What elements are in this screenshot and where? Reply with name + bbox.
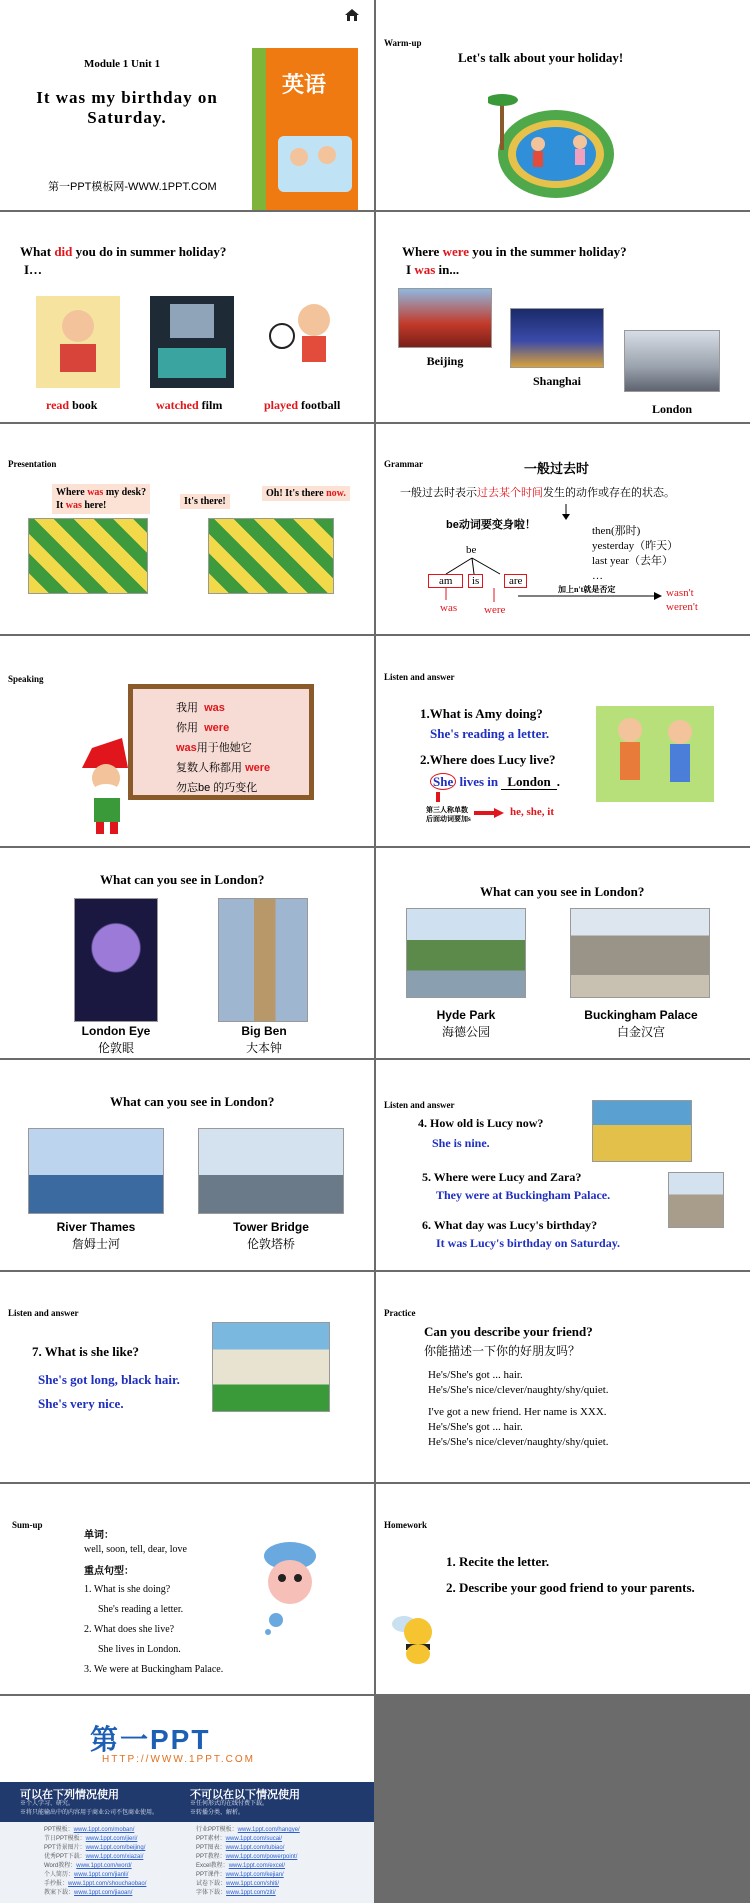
link-label: PPT素材： [196,1836,226,1842]
ppt-url: HTTP://WWW.1PPT.COM [102,1754,255,1765]
be-root: be [466,544,477,556]
link-label: PPT课件： [196,1872,226,1878]
site-link[interactable]: www.1ppt.com/jianli/ [74,1872,129,1878]
link-row [44,1844,146,1853]
link-row [196,1880,300,1889]
link-label: PPT背景图片： [44,1845,86,1851]
slide-speaking [0,636,374,846]
slide-tag: Listen and answer [384,1100,455,1110]
links-right [196,1826,300,1898]
site-link[interactable]: www.1ppt.com/tubiao/ [225,1845,285,1851]
site-link[interactable]: www.1ppt.com/word/ [76,1863,132,1869]
words-heading: 单词： [84,1530,114,1541]
site-link[interactable]: www.1ppt.com/moban/ [73,1827,135,1833]
cannot-use-notes: ※任何形式的在线付费下载。 ※转播分类、解析。 [190,1801,269,1816]
caption-watched-film: watched film [156,398,223,412]
link-row [44,1871,146,1880]
site-link[interactable]: www.1ppt.com/jieri/ [85,1836,138,1842]
caption-read-book: read book [46,398,98,412]
buckingham-palace-photo [570,908,710,998]
caption-river-thames-zh: 詹姆士河 [71,1237,120,1251]
practice-lines: He's/She's got ... hair. He's/She's nice/clever/naughty/shy/quiet. I've got a new friend. Her name is XXX. He's/She's got ... hair. He's/She's nice/clever/naughty/shy/quiet. [428,1369,609,1448]
link-row [196,1853,300,1862]
question-5: 5. Where were Lucy and Zara? [422,1170,582,1184]
slide-tag: Practice [384,1308,416,1318]
london-photo [624,330,720,392]
link-label: Word教程： [44,1863,77,1869]
caption-london-eye: London Eye [81,1024,151,1038]
girl-palace-picture [212,1322,330,1412]
link-label: PPT图表： [196,1845,226,1851]
slide-practice [376,1272,750,1482]
negative-forms: wasn't weren't [666,587,698,613]
answer-6: It was Lucy's birthday on Saturday. [436,1236,621,1250]
link-label: 教案下载： [44,1890,75,1896]
homework-1: 1. Recite the letter. [446,1554,550,1569]
bubble-there-now: Oh! It's there now. [262,486,350,501]
slide-presentation [0,424,374,634]
caption-shanghai: Shanghai [532,374,582,388]
site-link[interactable]: www.1ppt.com/jiaoan/ [74,1890,133,1896]
site-link[interactable]: www.1ppt.com/powerpoint/ [225,1854,298,1860]
slide-tag: Listen and answer [384,672,455,682]
slide-london-1 [0,848,374,1058]
time-words: then(那时) yesterday（昨天） last year（去年） … [592,525,679,582]
cinema-picture [150,296,234,388]
link-row [196,1835,300,1844]
classroom-desk-picture [208,518,334,594]
caption-beijing: Beijing [426,354,464,368]
question-7: 7. What is she like? [32,1344,140,1359]
textbook-cover: 英语 [252,48,358,210]
ppt-logo: 第一PPT [90,1724,211,1755]
were-form: were [484,604,506,616]
words-list: well, soon, tell, dear, love [84,1544,187,1555]
slide-listen-answer-2 [376,1060,750,1270]
holiday-illustration [488,80,618,204]
lucy-classroom-picture [592,1100,692,1162]
link-row [44,1889,146,1898]
site-label: 第一PPT模板网-WWW.1PPT.COM [48,181,217,193]
link-label: PPT教程： [196,1854,226,1860]
river-thames-photo [28,1128,164,1214]
links-left [44,1826,146,1898]
answer-4: She is nine. [432,1136,490,1150]
module-label: Module 1 Unit 1 [84,58,161,70]
bubble-where-desk: Where was my desk? It was here! [52,484,150,514]
title: It was my birthday on Saturday. [36,88,218,127]
slide-title: What can you see in London? [480,884,645,899]
slide-warmup [376,0,750,210]
pronoun-list: he, she, it [510,806,554,818]
slide-london-3 [0,1060,374,1270]
slide-tag: Grammar [384,459,423,469]
slide-tag: Warm-up [384,38,422,48]
link-row [44,1862,146,1871]
caption-london: London [651,402,693,416]
link-label: 节日PPT模板： [44,1836,86,1842]
slide-grammar [376,424,750,634]
link-label: PPT模板： [44,1827,74,1833]
answer-7a: She's got long, black hair. [38,1372,180,1387]
link-label: 优秀PPT下载： [44,1854,86,1860]
am-box: am [428,574,463,588]
link-row [196,1844,300,1853]
link-label: Excel教程： [196,1863,229,1869]
slide-listen-answer-1 [376,636,750,846]
link-label: 试卷下载： [196,1881,227,1887]
are-box: are [504,574,527,588]
link-label: 个人简历： [44,1872,75,1878]
homework-2: 2. Describe your good friend to your parents. [446,1580,695,1595]
slide-tag: Sum-up [12,1520,43,1530]
london-eye-photo [74,898,158,1022]
site-link[interactable]: www.1ppt.com/sucai/ [225,1836,283,1842]
slide-london-2 [376,848,750,1058]
site-link[interactable]: www.1ppt.com/shiti/ [226,1881,280,1887]
question-6: 6. What day was Lucy's birthday? [422,1218,598,1232]
slide-sumup [0,1484,374,1694]
question: What did you do in summer holiday? [20,244,227,259]
slide-tag: Presentation [8,459,57,469]
elf-picture [62,738,172,838]
reading-boy-picture [36,296,120,388]
practice-question: Can you describe your friend? [424,1324,593,1339]
site-link[interactable]: www.1ppt.com/xiazai/ [85,1854,144,1860]
answer-5: They were at Buckingham Palace. [436,1188,611,1202]
site-link[interactable]: www.1ppt.com/kejian/ [225,1872,284,1878]
site-link[interactable]: www.1ppt.com/beijing/ [85,1845,146,1851]
caption-tower-bridge: Tower Bridge [233,1220,309,1234]
slide-title: What can you see in London? [110,1094,275,1109]
answer: I was in... [406,262,460,277]
link-row [44,1853,146,1862]
be-note: be动词要变身啦！ [446,519,536,531]
third-person-note: 第三人称单数 后面动词要加s [426,806,471,823]
slide-title [0,0,374,210]
can-use-heading: 可以在下列情况使用 [20,1789,119,1801]
big-ben-photo [218,898,308,1022]
right-arrow-icon [474,808,504,818]
slide-homework [376,1484,750,1694]
cartoon-face-picture [256,1536,322,1636]
question-1: 1.What is Amy doing? [420,706,543,721]
link-row [44,1835,146,1844]
link-label: 字体下载： [196,1890,227,1896]
caption-buckingham-palace-zh: 白金汉宫 [616,1025,665,1039]
pig-classroom-picture [28,518,148,594]
answer-2: She lives in London . [430,774,560,790]
slide-tag: Listen and answer [8,1308,79,1318]
negation-note: 加上n't就是否定 [558,585,616,594]
caption-played-football: played football [264,398,341,412]
slide-where-were-you [376,212,750,422]
down-arrow [436,792,440,802]
amy-lucy-picture [596,706,714,802]
link-label: 行业PPT模板： [196,1827,238,1833]
football-boy-picture [264,296,348,388]
answer-7b: She's very nice. [38,1396,124,1411]
caption-big-ben-zh: 大本钟 [245,1041,282,1055]
link-row [44,1826,146,1835]
definition: 一般过去时表示过去某个时间发生的动作或存在的状态。 [400,487,675,499]
slide-title: What can you see in London? [100,872,265,887]
question-2: 2.Where does Lucy live? [420,752,556,767]
slide-tag: Speaking [8,674,44,684]
slide-listen-answer-3 [0,1272,374,1482]
caption-tower-bridge-zh: 伦敦塔桥 [246,1237,295,1251]
tower-bridge-photo [198,1128,344,1214]
shanghai-photo [510,308,604,368]
can-use-notes: ※个人学习、研究。 ※将只能输出中的内容用于商业公司不包商业使用。 [20,1801,159,1816]
link-row [196,1871,300,1880]
sentences-heading: 重点句型： [84,1566,134,1577]
caption-buckingham-palace: Buckingham Palace [584,1008,698,1022]
bee-picture [384,1602,442,1668]
caption-hyde-park: Hyde Park [436,1008,496,1022]
cannot-use-heading: 不可以在以下情况使用 [190,1789,300,1801]
link-row [44,1880,146,1889]
question-4: 4. How old is Lucy now? [418,1116,544,1130]
caption-big-ben: Big Ben [241,1024,287,1038]
practice-question-zh: 你能描述一下你的好朋友吗？ [424,1344,581,1358]
link-row [196,1862,300,1871]
slide-tag: Homework [384,1520,427,1530]
palace-thumbnail [668,1172,724,1228]
caption-hyde-park-zh: 海德公园 [441,1025,490,1039]
link-row [196,1826,300,1835]
sentence-list: 1. What is she doing? She's reading a letter. 2. What does she live? She lives in London. 3. We were at Buckingham Palace. [84,1584,224,1675]
rule-lines: 我用 was 你用 were was用于他她它 复数人称都用 were 勿忘be 的巧变化 [176,702,271,794]
heading: Let's talk about your holiday! [458,50,624,65]
link-row [196,1889,300,1898]
site-link[interactable]: www.1ppt.com/shouchaobao/ [68,1881,147,1887]
question: Where were you in the summer holiday? [402,244,627,259]
beijing-photo [398,288,492,348]
grammar-title: 一般过去时 [524,461,590,476]
caption-river-thames: River Thames [56,1220,136,1234]
hyde-park-photo [406,908,526,998]
house-icon [344,8,360,22]
slide-summer-activities [0,212,374,422]
slide-1ppt-ad [0,1696,374,1903]
bubble-its-there: It's there! [180,494,230,509]
is-box: is [468,574,483,588]
answer-1: She's reading a letter. [430,726,550,741]
answer-start: I… [24,262,43,277]
site-link[interactable]: www.1ppt.com/excel/ [228,1863,286,1869]
link-label: 手抄报： [44,1881,69,1887]
site-link[interactable]: www.1ppt.com/hangye/ [237,1827,300,1833]
caption-london-eye-zh: 伦敦眼 [97,1041,134,1055]
was-form: was [440,602,458,614]
site-link[interactable]: www.1ppt.com/ziti/ [226,1890,276,1896]
